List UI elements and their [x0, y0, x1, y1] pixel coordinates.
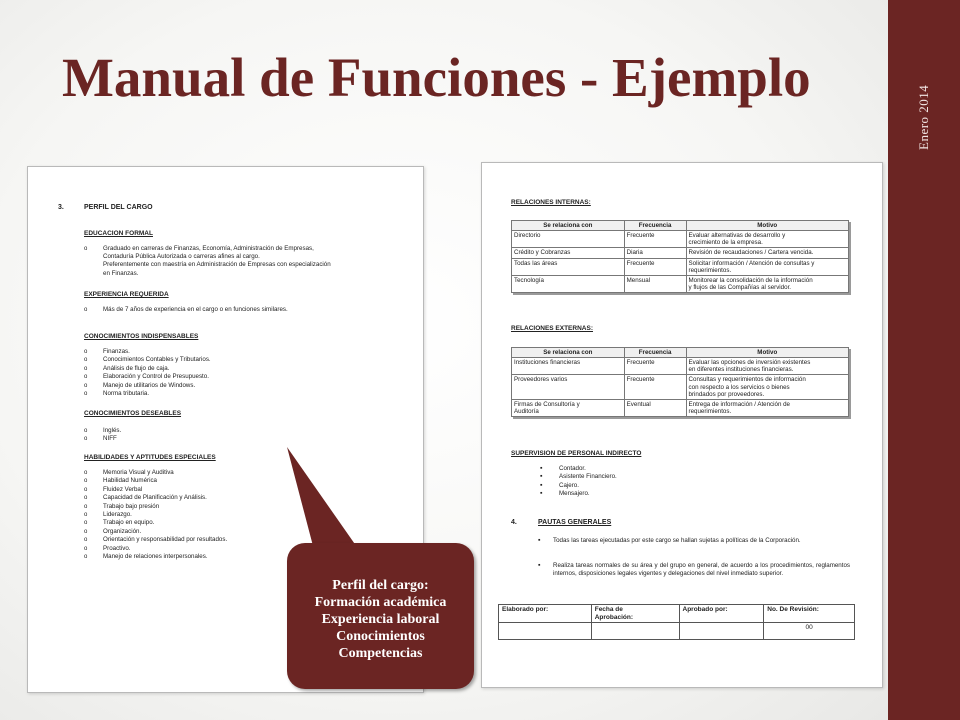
table-cell: Proveedores varios — [512, 375, 625, 400]
list-item: o Organización. — [84, 528, 227, 536]
table-row — [512, 400, 849, 417]
column-header: Se relaciona con — [512, 348, 625, 358]
table-cell: Crédito y Cobranzas — [512, 248, 625, 258]
table-cell: Evaluar alternativas de desarrollo y crecimiento de la empresa. — [686, 231, 848, 248]
table-cell: Consultas y requerimientos de información con respecto a los servicios o bienes brindados por proveedores. — [686, 375, 848, 400]
table-row — [512, 258, 849, 275]
table-header-row — [512, 348, 849, 358]
table-cell: Directorio — [512, 231, 625, 248]
table-cell: Entrega de información / Atención de requerimientos. — [686, 400, 848, 417]
subsection-heading: EDUCACION FORMAL — [84, 230, 153, 237]
slide-title: Manual de Funciones - Ejemplo — [62, 47, 811, 108]
table-cell: Frecuente — [624, 375, 686, 400]
table-header-row — [499, 605, 855, 623]
list-item: o Conocimientos Contables y Tributarios. — [84, 356, 211, 364]
list-item: o Más de 7 años de experiencia en el cargo o en funciones similares. — [84, 306, 288, 314]
callout-line: Experiencia laboral — [321, 611, 440, 627]
table-cell: Eventual — [624, 400, 686, 417]
column-header: Motivo — [686, 221, 848, 231]
external-relations-table — [511, 347, 849, 417]
table-cell: Mensual — [624, 276, 686, 293]
revision-value: 00 — [764, 623, 855, 640]
experience-list — [84, 306, 288, 314]
guideline-item: ▪ Realiza tareas normales de su área y del grupo en general, de acuerdo a los procedimientos, reglamentos internos, disposiciones legales vigentes y delegaciones del nivel inmediato superior. — [538, 562, 850, 577]
list-item-continuation: Contaduría Pública Autorizada o carreras afines al cargo. — [103, 253, 260, 260]
list-item-continuation: Preferentemente con maestría en Administración de Empresas con especialización — [103, 261, 331, 269]
table-row — [512, 248, 849, 258]
bullet-icon: ▪ — [538, 562, 541, 569]
callout-line: Competencias — [338, 645, 423, 661]
revision-label: No. De Revisión: — [764, 605, 855, 623]
table-cell — [591, 623, 679, 640]
column-header: Motivo — [686, 348, 848, 358]
table-cell: Frecuente — [624, 358, 686, 375]
guideline-item: ▪ Todas las tareas ejecutadas por este cargo se hallan sujetas a políticas de la Corporación. — [538, 537, 801, 544]
list-item: o Manejo de relaciones interpersonales. — [84, 553, 227, 561]
list-item: o Capacidad de Planificación y Análisis. — [84, 494, 227, 502]
internal-relations-heading: RELACIONES INTERNAS: — [511, 199, 591, 206]
list-item: o Inglés. — [84, 427, 121, 435]
subsection-heading: CONOCIMIENTOS DESEABLES — [84, 410, 182, 417]
table-cell: Solicitar información / Atención de consultas y requerimientos. — [686, 258, 848, 275]
table-cell: Firmas de Consultoría y Auditoría — [512, 400, 625, 417]
subsection-heading: CONOCIMIENTOS INDISPENSABLES — [84, 333, 199, 340]
section-number: 4. — [511, 519, 517, 526]
list-item: o Orientación y responsabilidad por resultados. — [84, 536, 227, 544]
table-cell: Evaluar las opciones de inversión existentes en diferentes instituciones financieras. — [686, 358, 848, 375]
subsection-heading: HABILIDADES Y APTITUDES ESPECIALES — [84, 454, 216, 461]
column-header: Frecuencia — [624, 348, 686, 358]
list-item: ▪ Contador. — [540, 465, 617, 473]
table-row — [512, 276, 849, 293]
external-relations-heading: RELACIONES EXTERNAS: — [511, 325, 593, 332]
list-item: o Proactivo. — [84, 545, 227, 553]
table-cell: Frecuente — [624, 258, 686, 275]
table-row — [499, 623, 855, 640]
list-item: o Elaboración y Control de Presupuesto. — [84, 373, 211, 381]
table-cell: Monitorear la consolidación de la información y flujos de las Compañías al servidor. — [686, 276, 848, 293]
table-cell: Todas las áreas — [512, 258, 625, 275]
section-number: 3. — [58, 204, 64, 211]
list-item: o Memoria Visual y Auditiva — [84, 469, 227, 477]
internal-relations-table — [511, 220, 849, 293]
list-item: ▪ Mensajero. — [540, 490, 617, 498]
elaborado-label: Elaborado por: — [499, 605, 592, 623]
list-item: ▪ Cajero. — [540, 482, 617, 490]
list-item: o Fluidez Verbal — [84, 486, 227, 494]
list-item: o Trabajo en equipo. — [84, 519, 227, 527]
supervision-heading: SUPERVISION DE PERSONAL INDIRECTO — [511, 450, 642, 457]
table-cell: Instituciones financieras — [512, 358, 625, 375]
table-cell: Diaria — [624, 248, 686, 258]
document-page-relations — [481, 162, 883, 688]
list-item-continuation: en Finanzas. — [103, 269, 139, 277]
list-item: o Liderazgo. — [84, 511, 227, 519]
aprobado-label: Aprobado por: — [679, 605, 764, 623]
subsection-heading: EXPERIENCIA REQUERIDA — [84, 291, 169, 298]
column-header: Frecuencia — [624, 221, 686, 231]
table-row — [512, 231, 849, 248]
list-item: o Habilidad Numérica — [84, 477, 227, 485]
list-item: ▪ Asistente Financiero. — [540, 473, 617, 481]
list-item: o Análisis de flujo de caja. — [84, 365, 211, 373]
column-header: Se relaciona con — [512, 221, 625, 231]
table-cell: Revisión de recaudaciones / Cartera vencida. — [686, 248, 848, 258]
table-row — [512, 358, 849, 375]
fecha-label: Fecha de Aprobación: — [591, 605, 679, 623]
list-item: o NIFF — [84, 435, 121, 443]
table-cell: Frecuente — [624, 231, 686, 248]
table-cell: Tecnología — [512, 276, 625, 293]
list-item: o Finanzas. — [84, 348, 211, 356]
skills-list — [84, 469, 227, 561]
callout-line: Conocimientos — [336, 628, 425, 644]
callout-bubble — [287, 543, 474, 689]
bullet-icon: ▪ — [538, 537, 541, 544]
table-row — [512, 375, 849, 400]
supervision-list — [540, 465, 617, 499]
table-cell — [499, 623, 592, 640]
table-header-row — [512, 221, 849, 231]
list-item: o Norma tributaria. — [84, 390, 211, 398]
indispensable-knowledge-list — [84, 348, 211, 398]
list-item: o Graduado en carreras de Finanzas, Economía, Administración de Empresas, — [84, 245, 314, 253]
list-item: o Trabajo bajo presión — [84, 503, 227, 511]
section-title: PAUTAS GENERALES — [538, 519, 612, 526]
table-cell — [679, 623, 764, 640]
section-title: PERFIL DEL CARGO — [84, 204, 153, 211]
list-item: o Manejo de utilitarios de Windows. — [84, 382, 211, 390]
desirable-knowledge-list — [84, 427, 121, 444]
callout-line: Perfil del cargo: — [332, 577, 429, 593]
approval-footer-table — [498, 604, 855, 640]
callout-line: Formación académica — [314, 594, 447, 610]
